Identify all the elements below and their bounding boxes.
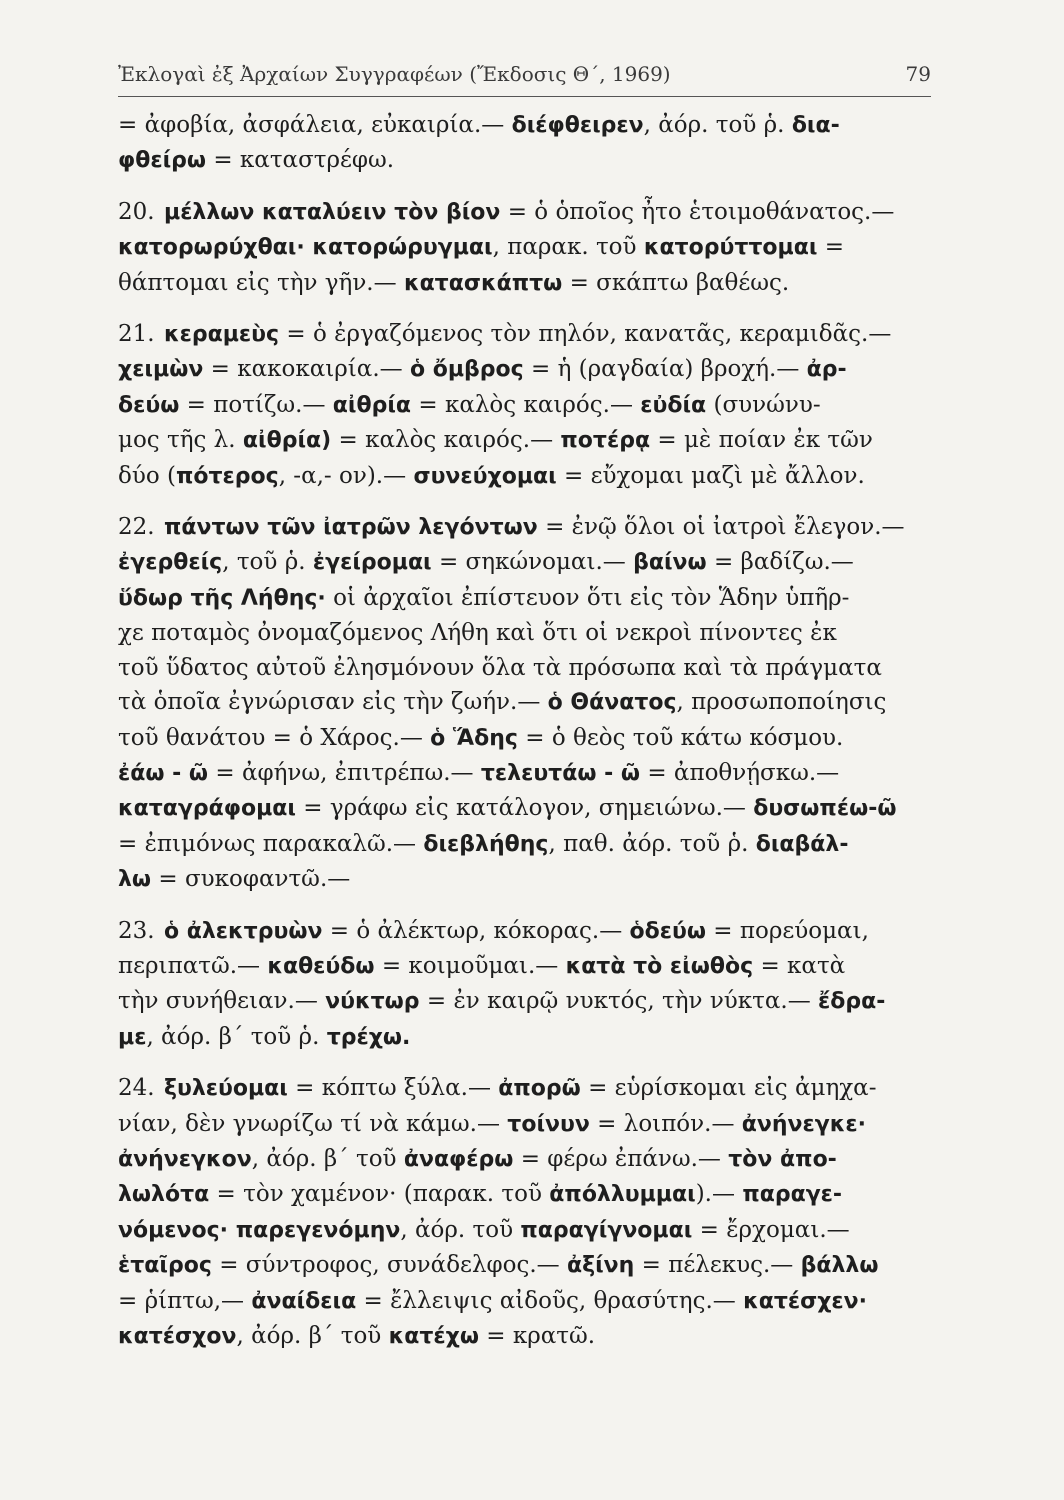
text-line bbox=[118, 949, 933, 984]
headword: ἐγερθείς bbox=[118, 550, 223, 576]
headword: ὁδεύω bbox=[629, 918, 706, 944]
headword: τρέχω. bbox=[326, 1024, 411, 1050]
headword: πότερος bbox=[175, 463, 279, 489]
headword: ὁ Ἅδης bbox=[430, 725, 518, 751]
page-number: 79 bbox=[905, 62, 931, 86]
definition-text: , παθ. ἀόρ. τοῦ ῥ. bbox=[548, 830, 756, 857]
definition-text: = καταστρέφω. bbox=[206, 147, 395, 174]
definition-text: χε ποταμὸς ὀνομαζόμενος Λήθη καὶ ὅτι οἱ νεκροὶ πίνοντες ἐκ bbox=[118, 620, 837, 647]
headword: τοίνυν bbox=[507, 1111, 590, 1137]
text-line bbox=[118, 756, 933, 791]
headword: παραγε- bbox=[742, 1182, 843, 1208]
definition-text: = ὁ ἀλέκτωρ, κόκορας.— bbox=[322, 917, 630, 944]
definition-text: (συνώνυ- bbox=[706, 391, 821, 418]
text-line bbox=[118, 266, 933, 301]
paragraph-gap bbox=[118, 1055, 933, 1071]
text-line bbox=[118, 721, 933, 756]
headword: λωλότα bbox=[118, 1182, 210, 1208]
headword: κατασκάπτω bbox=[403, 270, 563, 296]
text-line bbox=[118, 510, 933, 545]
definition-text: = κατὰ bbox=[753, 952, 846, 979]
definition-text: , τοῦ ῥ. bbox=[222, 549, 313, 576]
text-line bbox=[118, 1020, 933, 1055]
headword: ποτέρᾳ bbox=[560, 428, 651, 454]
headword: ἀπορῶ bbox=[498, 1076, 581, 1102]
definition-text: , ἀόρ. β΄ τοῦ bbox=[251, 1145, 404, 1172]
headword: ἑταῖρος bbox=[118, 1253, 212, 1279]
headword: δεύω bbox=[118, 392, 180, 418]
headword: ὁ ὄμβρος bbox=[409, 357, 524, 383]
headword: συνεύχομαι bbox=[413, 463, 557, 489]
headword: λω bbox=[118, 867, 152, 893]
definition-text: = πορεύομαι, bbox=[705, 917, 869, 944]
definition-text: , ἀόρ. τοῦ ῥ. bbox=[643, 112, 792, 138]
entry-number: 20. bbox=[118, 198, 155, 225]
headword: ἐάω - ῶ bbox=[118, 760, 209, 786]
definition-text: = ἔρχομαι.— bbox=[692, 1216, 850, 1243]
text-line bbox=[118, 914, 933, 949]
headword: παραγίγνομαι bbox=[520, 1217, 693, 1243]
headword: διαβάλ- bbox=[755, 831, 849, 857]
headword: ἀνήνεγκε· bbox=[741, 1111, 866, 1137]
text-line bbox=[118, 1071, 933, 1106]
definition-text: = λοιπόν.— bbox=[589, 1110, 742, 1137]
definition-text: = καλὸς καιρός.— bbox=[411, 391, 641, 418]
text-line bbox=[118, 1177, 933, 1212]
headword: τελευτάω - ῶ bbox=[480, 760, 641, 786]
paragraph-gap bbox=[118, 494, 933, 510]
definition-text: = κρατῶ. bbox=[478, 1323, 596, 1349]
text-line bbox=[118, 685, 933, 720]
definition-text: οἱ ἀρχαῖοι ἐπίστευον ὅτι εἰς τὸν Ἅδην ὑπῆρ- bbox=[325, 584, 850, 611]
headword: βαίνω bbox=[633, 550, 707, 576]
definition-text: = εὑρίσκομαι εἰς ἀμηχα- bbox=[580, 1075, 877, 1102]
headword: καθεύδω bbox=[267, 953, 375, 979]
definition-text: = εὔχομαι μαζὶ μὲ ἄλλον. bbox=[556, 462, 865, 489]
headword: ἀρ- bbox=[806, 357, 847, 383]
definition-text: νίαν, δὲν γνωρίζω τί νὰ κάμω.— bbox=[118, 1110, 508, 1137]
headword: κατορωρύχθαι· κατορώρυγμαι bbox=[118, 235, 493, 261]
headword: κατέσχεν· bbox=[743, 1288, 868, 1314]
headword: με bbox=[118, 1024, 147, 1050]
headword: ἔδρα- bbox=[818, 989, 886, 1015]
headword: δυσωπέω-ῶ bbox=[753, 796, 897, 822]
text-line bbox=[118, 108, 933, 143]
entry-number: 22. bbox=[118, 514, 155, 541]
definition-text: = μὲ ποίαν ἐκ τῶν bbox=[650, 427, 873, 454]
glossary-text bbox=[118, 108, 933, 1354]
text-line bbox=[118, 791, 933, 826]
definition-text: περιπατῶ.— bbox=[118, 952, 268, 979]
entry-number: 21. bbox=[118, 321, 155, 348]
definition-text: = ῥίπτω,— bbox=[118, 1287, 252, 1314]
text-line bbox=[118, 1142, 933, 1177]
definition-text: = ἡ (ραγδαία) βροχή.— bbox=[523, 356, 807, 383]
definition-text: = καλὸς καιρός.— bbox=[331, 427, 561, 454]
headword: δια- bbox=[791, 113, 840, 138]
headword: εὐδία bbox=[640, 392, 707, 418]
headword: ἀναφέρω bbox=[403, 1146, 514, 1172]
definition-text: τοῦ θανάτου = ὁ Χάρος.— bbox=[118, 724, 431, 751]
header-title: Ἐκλογαὶ ἐξ Ἀρχαίων Συγγραφέων (Ἔκδοσις Θ΄, 1969) bbox=[118, 62, 671, 86]
text-line bbox=[118, 1248, 933, 1283]
running-header bbox=[118, 62, 931, 86]
definition-text: δύο ( bbox=[118, 462, 176, 489]
headword: καταγράφομαι bbox=[118, 796, 296, 822]
header-rule bbox=[118, 96, 931, 97]
paragraph-gap bbox=[118, 179, 933, 195]
definition-text: = πέλεκυς.— bbox=[634, 1252, 801, 1279]
definition-text: = κακοκαιρία.— bbox=[203, 356, 410, 383]
headword: φθείρω bbox=[118, 148, 207, 174]
headword: τὸν ἀπο- bbox=[728, 1146, 837, 1172]
headword: ὁ Θάνατος bbox=[547, 690, 677, 716]
headword: πάντων τῶν ἰατρῶν λεγόντων bbox=[164, 515, 538, 541]
definition-text: = ὁ θεὸς τοῦ κάτω κόσμου. bbox=[517, 724, 844, 751]
text-line bbox=[118, 143, 933, 178]
definition-text: = σύντροφος, συνάδελφος.— bbox=[211, 1252, 567, 1279]
headword: μέλλων καταλύειν τὸν βίον bbox=[164, 199, 501, 225]
definition-text: τοῦ ὕδατος αὐτοῦ ἐλησμόνουν ὅλα τὰ πρόσωπα καὶ τὰ πράγματα bbox=[118, 654, 882, 681]
text-line bbox=[118, 388, 933, 423]
definition-text: = συκοφαντῶ.— bbox=[151, 866, 351, 893]
text-line bbox=[118, 1284, 933, 1319]
definition-text: = bbox=[817, 234, 844, 261]
definition-text: = ἐπιμόνως παρακαλῶ.— bbox=[118, 830, 424, 857]
definition-text: , ἀόρ. β΄ τοῦ bbox=[236, 1323, 389, 1349]
headword: ἀνήνεγκον bbox=[118, 1146, 252, 1172]
definition-text: = ἐν καιρῷ νυκτός, τὴν νύκτα.— bbox=[419, 988, 819, 1015]
definition-text: = γράφω εἰς κατάλογον, σημειώνω.— bbox=[295, 795, 754, 822]
headword: ἀπόλλυμμαι bbox=[549, 1182, 696, 1208]
definition-text: , προσωποποίησις bbox=[676, 689, 887, 716]
headword: νόμενος· παρεγενόμην bbox=[118, 1217, 401, 1243]
definition-text: τὴν συνήθειαν.— bbox=[118, 988, 326, 1015]
definition-text: = ἀποθνῄσκω.— bbox=[640, 759, 840, 786]
headword: αἰθρία bbox=[332, 392, 412, 418]
headword: ἐγείρομαι bbox=[312, 550, 432, 576]
text-line bbox=[118, 651, 933, 685]
text-line bbox=[118, 230, 933, 265]
text-line bbox=[118, 616, 933, 650]
headword: νύκτωρ bbox=[325, 989, 420, 1015]
headword: αἰθρία) bbox=[242, 428, 332, 454]
headword: χειμὼν bbox=[118, 357, 204, 383]
definition-text: = κοιμοῦμαι.— bbox=[374, 952, 566, 979]
text-line bbox=[118, 827, 933, 862]
headword: κατέσχον bbox=[118, 1324, 237, 1349]
headword: κεραμεὺς bbox=[164, 322, 280, 348]
headword: κατὰ τὸ εἰωθὸς bbox=[565, 953, 754, 979]
text-line bbox=[118, 581, 933, 616]
definition-text: = ἔλλειψις αἰδοῦς, θρασύτης.— bbox=[356, 1287, 744, 1314]
paragraph-gap bbox=[118, 898, 933, 914]
definition-text: = ποτίζω.— bbox=[179, 391, 333, 418]
definition-text: = ὁ ἐργαζόμενος τὸν πηλόν, κανατᾶς, κεραμιδᾶς.— bbox=[279, 321, 892, 348]
headword: διέφθειρεν bbox=[511, 113, 644, 138]
text-line bbox=[118, 984, 933, 1019]
definition-text: = ἐνῷ ὅλοι οἱ ἰατροὶ ἔλεγον.— bbox=[537, 514, 905, 541]
entry-number: 24. bbox=[118, 1075, 155, 1102]
text-line bbox=[118, 352, 933, 387]
definition-text: , παρακ. τοῦ bbox=[492, 234, 644, 261]
entry-number: 23. bbox=[118, 917, 155, 944]
definition-text: = σηκώνομαι.— bbox=[431, 549, 634, 576]
definition-text: = σκάπτω βαθέως. bbox=[562, 269, 790, 296]
definition-text: ).— bbox=[695, 1181, 743, 1208]
headword: ὁ ἀλεκτρυὼν bbox=[164, 918, 323, 944]
headword: βάλλω bbox=[800, 1253, 879, 1279]
definition-text: , -α,- ον).— bbox=[278, 462, 414, 489]
headword: ξυλεύομαι bbox=[164, 1076, 288, 1102]
text-line bbox=[118, 459, 933, 494]
definition-text: τὰ ὁποῖα ἐγνώρισαν εἰς τὴν ζωήν.— bbox=[118, 689, 548, 716]
text-line bbox=[118, 862, 933, 897]
definition-text: = βαδίζω.— bbox=[706, 549, 854, 576]
headword: κατέχω bbox=[388, 1324, 479, 1349]
headword: ὕδωρ τῆς Λήθης· bbox=[118, 585, 326, 611]
definition-text: , ἀόρ. τοῦ bbox=[400, 1216, 521, 1243]
definition-text: = ἀφήνω, ἐπιτρέπω.— bbox=[208, 759, 481, 786]
definition-text: = ἀφοβία, ἀσφάλεια, εὐκαιρία.— bbox=[118, 112, 512, 138]
paragraph-gap bbox=[118, 301, 933, 317]
text-line bbox=[118, 545, 933, 580]
headword: ἀναίδεια bbox=[251, 1288, 357, 1314]
headword: διεβλήθης bbox=[423, 831, 549, 857]
headword: ἀξίνη bbox=[567, 1253, 635, 1279]
text-line bbox=[118, 1213, 933, 1248]
definition-text: μος τῆς λ. bbox=[118, 427, 243, 454]
definition-text: = τὸν χαμένον· (παρακ. τοῦ bbox=[209, 1181, 550, 1208]
text-line bbox=[118, 195, 933, 230]
definition-text: θάπτομαι εἰς τὴν γῆν.— bbox=[118, 269, 404, 296]
headword: κατορύττομαι bbox=[643, 235, 818, 261]
definition-text: = κόπτω ξύλα.— bbox=[287, 1075, 499, 1102]
text-line bbox=[118, 1319, 933, 1354]
definition-text: , ἀόρ. β΄ τοῦ ῥ. bbox=[146, 1023, 327, 1050]
definition-text: = ὁ ὁποῖος ἦτο ἑτοιμοθάνατος.— bbox=[500, 198, 895, 225]
text-line bbox=[118, 1107, 933, 1142]
text-line bbox=[118, 423, 933, 458]
text-line bbox=[118, 317, 933, 352]
definition-text: = φέρω ἐπάνω.— bbox=[513, 1145, 729, 1172]
